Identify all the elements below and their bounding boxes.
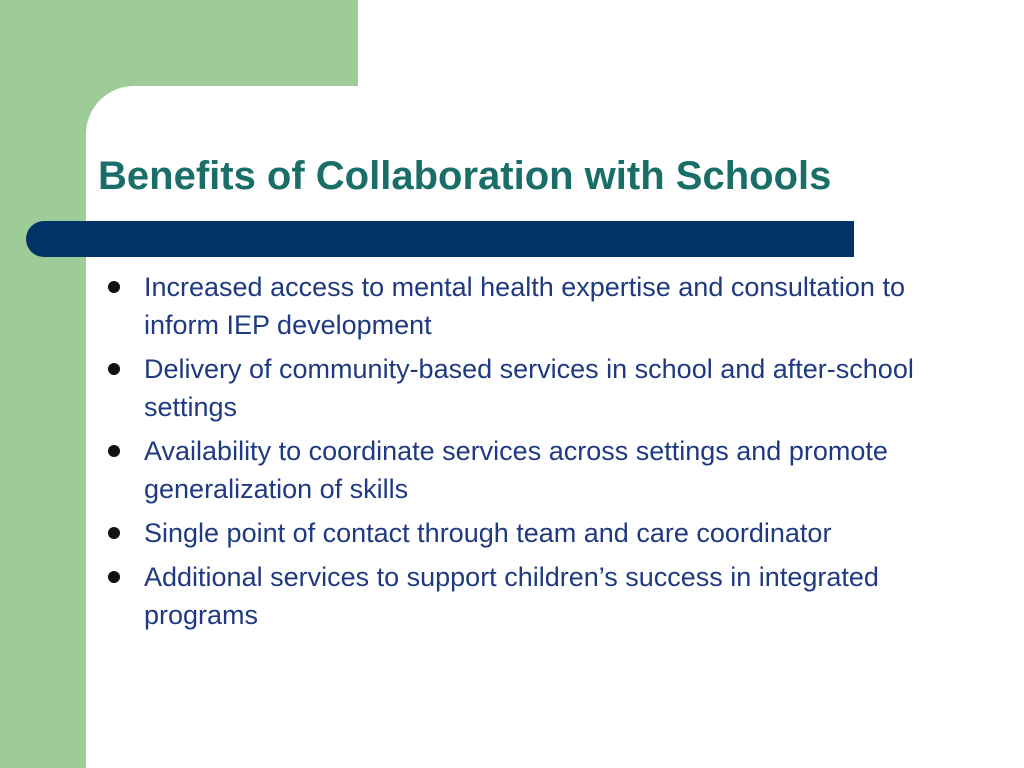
bullet-item xyxy=(104,432,944,508)
bullet-dot-icon xyxy=(108,527,120,539)
bullet-dot-icon xyxy=(108,363,120,375)
bullet-text: Increased access to mental health expertise and consultation to inform IEP development xyxy=(144,272,905,340)
bullet-text: Additional services to support children’s success in integrated programs xyxy=(144,562,879,630)
bullet-text: Delivery of community-based services in school and after-school settings xyxy=(144,354,914,422)
slide-title: Benefits of Collaboration with Schools xyxy=(98,154,832,198)
bullet-text: Single point of contact through team and care coordinator xyxy=(144,518,832,548)
bullet-item xyxy=(104,350,944,426)
bullet-item xyxy=(104,268,944,344)
bullet-item xyxy=(104,514,944,552)
bullet-text: Availability to coordinate services across settings and promote generalization of skills xyxy=(144,436,888,504)
bullet-item xyxy=(104,558,944,634)
bullet-list xyxy=(104,268,944,640)
bullet-dot-icon xyxy=(108,571,120,583)
bullet-dot-icon xyxy=(108,445,120,457)
bullet-dot-icon xyxy=(108,281,120,293)
title-underline-bar xyxy=(26,221,854,257)
